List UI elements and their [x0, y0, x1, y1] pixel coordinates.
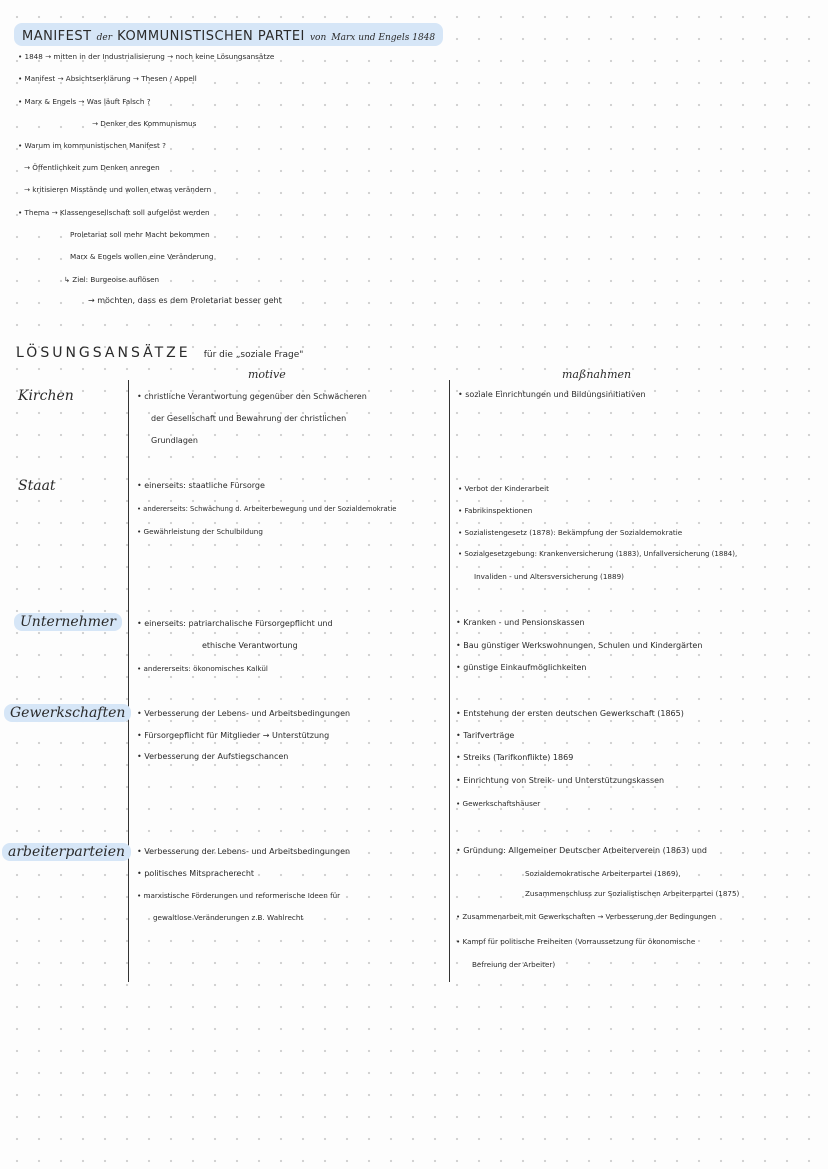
motive-line: • Verbesserung der Lebens- und Arbeitsbedingungen: [137, 847, 351, 856]
massnahme-line: Befreiung der Arbeiter): [472, 960, 556, 969]
motive-line: • Verbesserung der Aufstiegschancen: [137, 752, 289, 761]
motive-line: • einerseits: staatliche Fürsorge: [137, 481, 265, 490]
massnahme-line: • Entstehung der ersten deutschen Gewerkschaft (1865): [456, 709, 684, 718]
massnahme-line: • Tarifverträge: [456, 731, 515, 740]
title-main: MANIFEST: [22, 29, 92, 44]
manifest-line: → kritisieren Misstände und wollen etwas verändern: [24, 185, 212, 194]
section-subtitle: für die „soziale Frage": [203, 350, 304, 360]
manifest-line: • Thema → Klassengesellschaft soll aufgelöst werden: [18, 208, 210, 217]
massnahme-line: • Zusammenarbeit mit Gewerkschaften → Verbesserung der Bedingungen: [456, 913, 717, 921]
manifest-line: Proletariat soll mehr Macht bekommen: [70, 230, 210, 239]
motive-line: • Verbesserung der Lebens- und Arbeitsbedingungen: [137, 709, 351, 718]
loesungen-heading: [16, 342, 303, 361]
motive-line: • Gewährleistung der Schulbildung: [137, 527, 263, 536]
massnahme-line: • Kranken - und Pensionskassen: [456, 618, 585, 627]
manifest-line: → Denker des Kommunismus: [92, 119, 197, 128]
massnahme-line: • Einrichtung von Streik- und Unterstützungskassen: [456, 776, 665, 785]
column-header-massnahmen: maßnahmen: [562, 368, 632, 381]
manifest-line: • Manifest → Absichtserklärung → Thesen / Appell: [18, 74, 197, 83]
massnahme-line: • Bau günstiger Werkswohnungen, Schulen und Kindergärten: [456, 641, 703, 650]
massnahme-line: • Gründung: Allgemeiner Deutscher Arbeiterverein (1863) und: [456, 846, 708, 855]
row-label-text: arbeiterparteien: [2, 843, 131, 861]
manifest-line: ↳ Ziel: Burgeoise auflösen: [64, 275, 160, 284]
manifest-line: → möchten, dass es dem Proletariat besser geht: [88, 296, 282, 305]
title-authors: Marx und Engels 1848: [331, 33, 436, 43]
section-title: LÖSUNGSANSÄTZE: [16, 345, 191, 361]
divider-left: [128, 380, 129, 982]
massnahme-line: • Fabrikinspektionen: [458, 506, 533, 515]
motive-line: • politisches Mitspracherecht: [137, 869, 255, 878]
title-party: KOMMUNISTISCHEN PARTEI: [117, 29, 305, 44]
motive-line: Grundlagen: [151, 436, 198, 445]
manifest-line: • Marx & Engels → Was läuft Falsch ?: [18, 97, 151, 106]
motive-line: ethische Verantwortung: [202, 641, 298, 650]
massnahme-line: • Sozialgesetzgebung: Krankenversicherung (1883), Unfallversicherung (1884),: [458, 550, 738, 558]
massnahme-line: • soziale Einrichtungen und Bildungsinitiativen: [458, 390, 646, 399]
motive-line: • andererseits: ökonomisches Kalkül: [137, 664, 268, 673]
massnahme-line: Invaliden - und Altersversicherung (1889): [474, 572, 624, 581]
manifest-line: → Öffentlichkeit zum Denken anregen: [24, 163, 160, 172]
row-label-arbeiterparteien: [2, 844, 131, 860]
massnahme-line: • günstige Einkaufmöglichkeiten: [456, 663, 587, 672]
manifest-line: Marx & Engels wollen eine Veränderung: [70, 252, 214, 261]
row-label-text: Gewerkschaften: [4, 704, 131, 722]
row-label-text: Unternehmer: [14, 613, 122, 631]
title-der: der: [96, 33, 113, 43]
massnahme-line: • Verbot der Kinderarbeit: [458, 484, 549, 493]
manifest-line: • Warum im kommunistischen Manifest ?: [18, 141, 166, 150]
motive-line: der Gesellschaft und Bewahrung der christlichen: [151, 414, 347, 423]
motive-line: • andererseits: Schwächung d. Arbeiterbewegung und der Sozialdemokratie: [137, 505, 397, 513]
motive-line: • einerseits: patriarchalische Fürsorgepflicht und: [137, 619, 333, 628]
manifest-line: • 1848 → mitten in der Industrialisierung → noch keine Lösungsansätze: [18, 52, 275, 61]
motive-line: • marxistische Förderungen und reformerische Ideen für: [137, 891, 341, 900]
row-label-staat: Staat: [18, 478, 56, 494]
massnahme-line: • Gewerkschaftshäuser: [456, 799, 541, 808]
row-label-gewerkschaften: [4, 705, 131, 721]
row-label-unternehmer: [14, 614, 122, 630]
motive-line: • Fürsorgepflicht für Mitglieder → Unterstützung: [137, 731, 330, 740]
massnahme-line: Sozialdemokratische Arbeiterpartei (1869),: [525, 869, 681, 878]
massnahme-line: • Streiks (Tarifkonflikte) 1869: [456, 753, 574, 762]
massnahme-line: Zusammenschluss zur Sozialistischen Arbeiterpartei (1875): [525, 889, 740, 898]
divider-right: [449, 380, 450, 982]
manifest-title: [14, 25, 443, 44]
row-label-kirchen: Kirchen: [18, 388, 74, 404]
massnahme-line: • Kampf für politische Freiheiten (Vorraussetzung für ökonomische: [456, 937, 696, 946]
motive-line: gewaltlose Veränderungen z.B. Wahlrecht: [153, 913, 304, 922]
massnahme-line: • Sozialistengesetz (1878): Bekämpfung der Sozialdemokratie: [458, 528, 683, 537]
title-von: von: [309, 33, 327, 43]
motive-line: • christliche Verantwortung gegenüber den Schwächeren: [137, 392, 367, 401]
column-header-motive: motive: [248, 368, 286, 381]
